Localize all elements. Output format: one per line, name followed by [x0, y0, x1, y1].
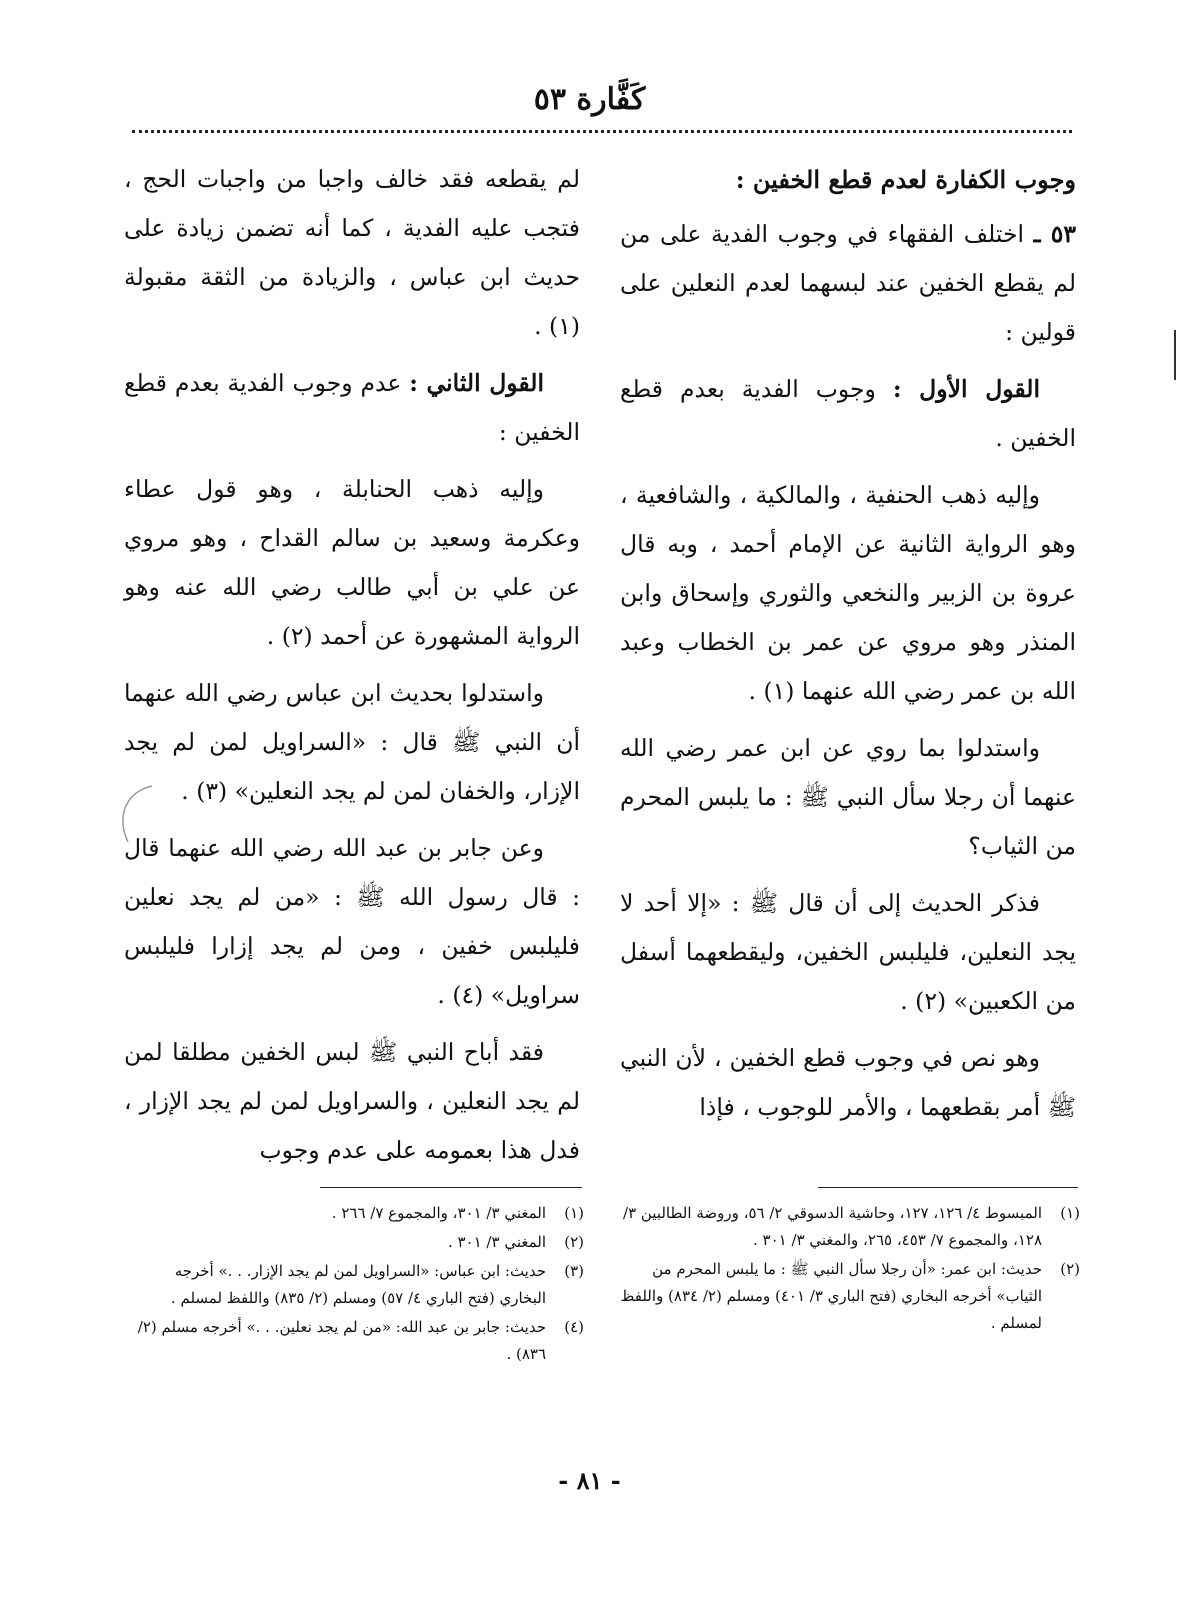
paragraph: فقد أباح النبي ﷺ لبس الخفين مطلقا لمن لم يجد النعلين ، والسراويل لمن لم يجد الإزار ، فدل هذا بعمومه على عدم وجوب	[124, 1038, 580, 1164]
header-dotted-rule	[132, 130, 1072, 133]
footnote	[124, 1258, 584, 1312]
paragraph: واستدلوا بما روي عن ابن عمر رضي الله عنهما أن رجلا سأل النبي ﷺ : ما يلبس المحرم من الثياب؟	[620, 734, 1076, 860]
opinion-label: القول الأول :	[892, 375, 1040, 403]
footnote-text: المبسوط ٤/ ١٢٦، ١٢٧، وحاشية الدسوقي ٢/ ٥٦، وروضة الطالبين ٣/ ١٢٨، والمجموع ٧/ ٤٥٣، ٢٦٥، والمغني ٣/ ٣٠١ .	[623, 1204, 1042, 1249]
footnote-text: حديث: ابن عباس: «السراويل لمن لم يجد الإزار. . .» أخرجه البخاري (فتح الباري ٤/ ٥٧) ومسلم (٢/ ٨٣٥) واللفظ لمسلم .	[170, 1262, 546, 1307]
paragraph: وعن جابر بن عبد الله رضي الله عنهما قال : قال رسول الله ﷺ : «من لم يجد نعلين فليلبس خفين ، ومن لم يجد إزارا فليلبس سراويل» (٤) .	[124, 834, 580, 1009]
paragraph	[620, 365, 1076, 463]
footnote-text: المغني ٣/ ٣٠١، والمجموع ٧/ ٢٦٦ .	[331, 1204, 546, 1222]
footnote	[124, 1200, 584, 1227]
paragraph: لم يقطعه فقد خالف واجبا من واجبات الحج ، فتجب عليه الفدية ، كما أنه تضمن زيادة على حديث ابن عباس ، والزيادة من الثقة مقبولة (١) .	[124, 165, 580, 340]
paragraph-text: اختلف الفقهاء في وجوب الفدية على من لم يقطع الخفين عند لبسهما لعدم النعلين على قولين :	[620, 220, 1076, 346]
footnotes-right	[620, 1200, 1080, 1339]
footnote-rule-left	[320, 1187, 582, 1188]
footnote-number: (٤)	[564, 1318, 584, 1336]
footnote	[620, 1200, 1080, 1254]
footnotes-left	[124, 1200, 584, 1370]
paragraph: فذكر الحديث إلى أن قال ﷺ : «إلا أحد لا يجد النعلين، فليلبس الخفين، وليقطعهما أسفل من الكعبين» (٢) .	[620, 889, 1076, 1015]
paragraph-text: عدم وجوب الفدية بعدم قطع الخفين :	[124, 369, 580, 446]
footnote-number: (٢)	[564, 1233, 584, 1251]
footnote	[124, 1229, 584, 1256]
paragraph-text: وجوب الفدية بعدم قطع الخفين .	[620, 375, 1076, 452]
footnote-number: (١)	[564, 1204, 584, 1222]
paragraph: وإليه ذهب الحنابلة ، وهو قول عطاء وعكرمة وسعيد بن سالم القداح ، وهو مروي عن علي بن أبي طالب رضي الله عنه وهو الرواية المشهورة عن أحمد (٢) .	[124, 475, 580, 650]
running-header-title: كَفَّارة ٥٣	[533, 82, 646, 117]
footnote-number: (٣)	[564, 1262, 584, 1280]
paragraph: وهو نص في وجوب قطع الخفين ، لأن النبي ﷺ أمر بقطعهما ، والأمر للوجوب ، فإذا	[620, 1044, 1076, 1121]
right-text-column	[620, 155, 1076, 1140]
opinion-label: القول الثاني :	[409, 369, 544, 397]
footnote-text: حديث: ابن عمر: «أن رجلا سأل النبي ﷺ : ما يلبس المحرم من الثياب» أخرجه البخاري (فتح الباري ٣/ ٤٠١) ومسلم (٢/ ٨٣٤) واللفظ لمسلم .	[620, 1260, 1042, 1332]
pencil-mark	[112, 782, 158, 846]
paragraph	[620, 210, 1076, 357]
scan-edge-mark	[1173, 330, 1177, 380]
left-text-column	[124, 155, 580, 1183]
footnote-text: المغني ٣/ ٣٠١ .	[447, 1233, 546, 1251]
page-number: - ٨١ -	[558, 1466, 621, 1495]
section-heading: وجوب الكفارة لعدم قطع الخفين :	[735, 165, 1076, 194]
footnote-number: (١)	[1060, 1204, 1080, 1222]
footnote-number: (٢)	[1060, 1260, 1080, 1278]
paragraph-number: ٥٣ ـ	[1033, 220, 1076, 248]
paragraph: وإليه ذهب الحنفية ، والمالكية ، والشافعية ، وهو الرواية الثانية عن الإمام أحمد ، وبه قال عروة بن الزبير والنخعي والثوري وإسحاق وابن المنذر وهو مروي عن عمر بن الخطاب وعبد الله بن عمر رضي الله عنهما (١) .	[620, 481, 1076, 705]
paragraph	[124, 359, 580, 457]
footnote	[620, 1256, 1080, 1337]
footnote-rule-right	[818, 1187, 1078, 1188]
footnote-text: حديث: جابر بن عبد الله: «من لم يجد نعلين. . .» أخرجه مسلم (٢/ ٨٣٦) .	[137, 1318, 546, 1363]
paragraph: واستدلوا بحديث ابن عباس رضي الله عنهما أن النبي ﷺ قال : «السراويل لمن لم يجد الإزار، والخفان لمن لم يجد النعلين» (٣) .	[124, 679, 580, 805]
footnote	[124, 1314, 584, 1368]
